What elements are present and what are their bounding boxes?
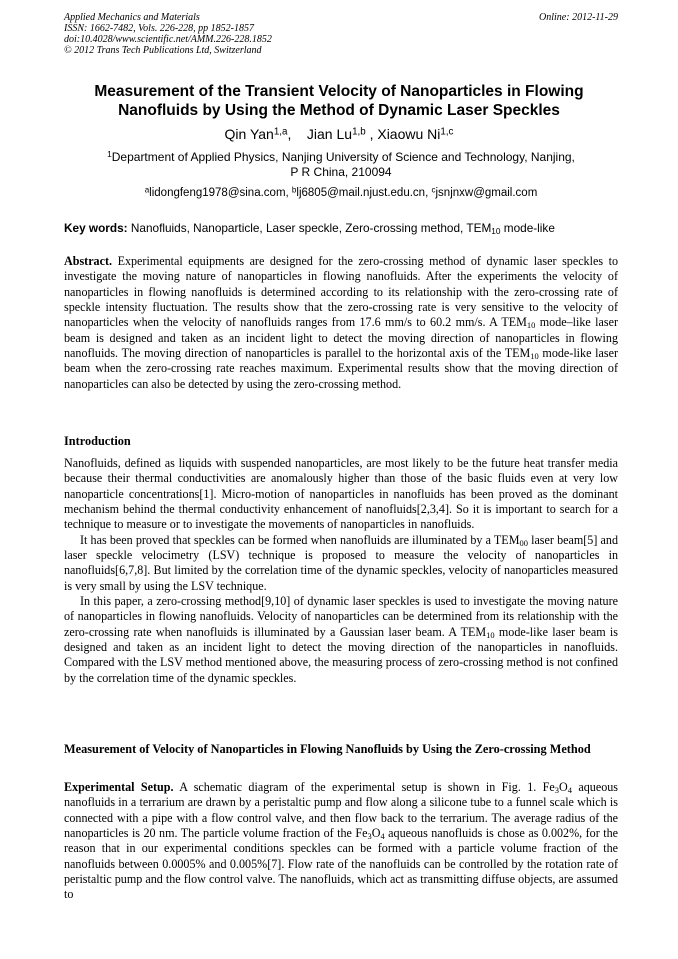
author-superscript: 1,a <box>273 126 288 138</box>
paragraph-text: It has been proved that speckles can be formed when nanofluids are illuminated by a TEM <box>80 532 520 547</box>
abstract-text: mode–like laser beam is designed and taken as an incident light to detect the moving direction of nanoparticles in flowing nanofluids. The moving direction of nanoparticles is parallel to the horizontal axis of the TEM <box>64 315 618 361</box>
author-name: Xiaowu Ni <box>377 126 441 142</box>
affiliation-line-1: Department of Applied Physics, Nanjing University of Science and Technology, Nanjing, <box>111 150 575 164</box>
abstract-text: Experimental equipments are designed for the zero-crossing method of dynamic laser speckles to investigate the moving nature of nanoparticles in flowing nanofluids. After the experiments the velocity of nanoparticles in flowing nanofluids is determined according to its relationship with the zero-crossing rate of speckle intensity fluctuation. The results show that the zero-crossing rate is very sensitive to the velocity of nanoparticles when the velocity of nanofluids ranges from 17.6 mm/s to 60.2 mm/s. A TEM <box>64 254 618 330</box>
paper-title <box>40 83 638 120</box>
keywords-subscript: 10 <box>491 227 501 237</box>
paragraph-text: A schematic diagram of the experimental setup is shown in Fig. 1. Fe <box>173 780 555 794</box>
subscript: 3 <box>554 785 560 796</box>
email-list <box>64 186 618 200</box>
introduction-body <box>64 456 618 686</box>
copyright-line: © 2012 Trans Tech Publications Ltd, Switzerland <box>64 45 262 56</box>
title-line-2: Nanofluids by Using the Method of Dynamic Laser Speckles <box>118 101 560 119</box>
author-name: Jian Lu <box>306 126 353 142</box>
keywords <box>64 221 618 235</box>
subscript: 4 <box>380 831 385 842</box>
subscript: 3 <box>367 831 372 842</box>
author-superscript: 1,b <box>352 126 366 138</box>
experimental-setup-body <box>64 780 618 903</box>
paragraph-text: laser beam[5] and laser speckle velocimetry (LSV) technique is proposed to measure the velocity of nanoparticles in nanofluids[6,7,8]. But limited by the correlation time of the dynamic speckles, velocity of nanoparticles measured is very small by using the LSV technique. <box>64 532 618 593</box>
doi-line[interactable]: doi:10.4028/www.scientific.net/AMM.226-228.1852 <box>64 34 272 45</box>
subscript: 10 <box>530 351 539 362</box>
email-b[interactable]: lj6805@mail.njust.edu.cn, <box>296 187 432 199</box>
paragraph-text: O <box>559 780 568 794</box>
paragraph-text: O <box>371 826 381 841</box>
author-superscript: 1,c <box>440 126 454 138</box>
email-superscript: c <box>431 185 436 195</box>
email-superscript: a <box>144 185 150 195</box>
subscript: 4 <box>567 785 572 796</box>
affiliation-superscript: 1 <box>107 149 112 160</box>
abstract-text: mode-like laser beam when the zero-crossing rate reaches maximum. Experimental results show that the moving direction of nanoparticles can also be detected by using the zero-crossing method. <box>64 346 618 391</box>
paragraph-text: mode-like laser beam is designed and taken as an incident light to detect the moving direction of the nanoparticles in nanofluids. Compared with the LSV method mentioned above, the measuring process of zero-crossing method is not confined by the correlation time of the dynamic speckles. <box>64 624 618 685</box>
email-superscript: b <box>291 185 297 195</box>
paragraph-text: In this paper, a zero-crossing method[9,10] of dynamic laser speckles is used to investigate the moving nature of nanoparticles in flowing nanofluids. Velocity of nanoparticles can be determined from its relationship with the zero-crossing rate when nanofluids is illuminated by a Gaussian laser beam. A TEM <box>64 594 618 639</box>
subscript: 10 <box>486 629 495 640</box>
affiliation-line-2: P R China, 210094 <box>290 165 392 179</box>
affiliation <box>64 150 618 180</box>
subscript: 10 <box>526 320 536 331</box>
paragraph <box>64 594 618 686</box>
email-c[interactable]: jsnjnxw@gmail.com <box>435 187 538 199</box>
issn-line: ISSN: 1662-7482, Vols. 226-228, pp 1852-1857 <box>64 23 254 34</box>
paragraph-text: aqueous nanofluids in a terrarium are drawn by a peristaltic pump and flow along a silicone tube to a funnel scale which is connected with a pipe with a flow control valve, and then flow back to the terrarium. The average radius of the nanoparticles is 20 nm. The particle volume fraction of the Fe <box>64 780 618 841</box>
paragraph <box>64 533 618 594</box>
keywords-text: Nanofluids, Nanoparticle, Laser speckle, Zero-crossing method, TEM <box>130 221 492 235</box>
subsection-lead: Experimental Setup. <box>64 780 174 794</box>
title-line-1: Measurement of the Transient Velocity of Nanoparticles in Flowing <box>94 83 584 100</box>
journal-name: Applied Mechanics and Materials <box>64 12 200 23</box>
abstract-label: Abstract. <box>64 254 113 268</box>
keywords-label: Key words: <box>64 221 131 235</box>
email-a[interactable]: lidongfeng1978@sina.com, <box>149 187 292 199</box>
section-heading-introduction: Introduction <box>64 434 131 448</box>
section-heading-measurement: Measurement of Velocity of Nanoparticles in Flowing Nanofluids by Using the Zero-crossing Method <box>64 742 591 756</box>
keywords-tail: mode-like <box>500 221 555 235</box>
paragraph: Nanofluids, defined as liquids with suspended nanoparticles, are most likely to be the future heat transfer media because their thermal conductivities are anomalously higher than those of the basic fluids even at very low nanoparticle concentrations[1]. Micro-motion of nanoparticles in nanofluids has been proved as the dominant mechanism behind the thermal conductivity enhancement of nanofluids[2,3,4]. So it is important to search for a technique to measure or to investigate the movements of nanoparticles in nanofluids. <box>64 456 618 532</box>
paragraph-text: aqueous nanofluids is chose as 0.002%, for the reason that in our experimental conditions speckles can be formed with a particle volume fraction of the nanofluids between 0.0005% and 0.005%[7]. Flow rate of the nanofluids can be controlled by the rotation rate of peristaltic pump and the flow control valve. The nanofluids, which act as transmitting diffuse objects, are assumed to <box>64 826 618 902</box>
online-date: Online: 2012-11-29 <box>539 12 618 23</box>
author-name: Qin Yan <box>224 126 274 142</box>
journal-header <box>64 12 618 56</box>
abstract <box>64 254 618 392</box>
subscript: 00 <box>519 537 528 548</box>
author-list: Qin Yan$^{1,a}$, Jian Lu$^{1,b}$ , Xiaowu Ni$^{1,c}$ <box>224 126 454 142</box>
